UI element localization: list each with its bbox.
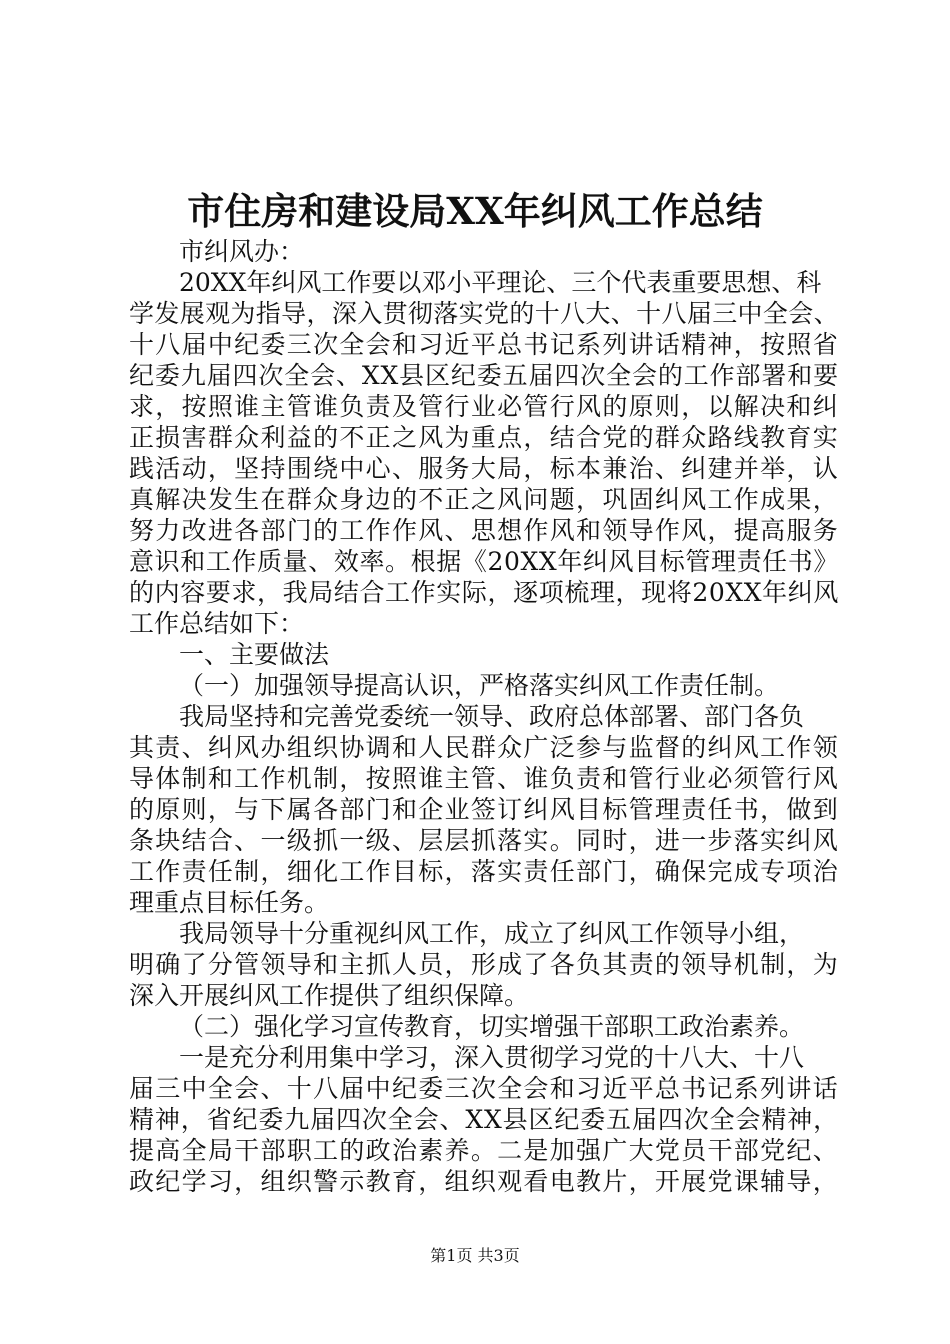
document-body [129, 236, 839, 1197]
body-line: 的内容要求，我局结合工作实际，逐项梳理，现将20XX年纠风 [129, 578, 839, 607]
body-line: 导体制和工作机制，按照谁主管、谁负责和管行业必须管行风 [129, 764, 839, 793]
body-line: 的原则，与下属各部门和企业签订纠风目标管理责任书，做到 [129, 795, 839, 824]
body-line: 学发展观为指导，深入贯彻落实党的十八大、十八届三中全会、 [129, 299, 839, 328]
body-line: 明确了分管领导和主抓人员，形成了各负其责的领导机制，为 [129, 950, 839, 979]
body-line: 努力改进各部门的工作作风、思想作风和领导作风，提高服务 [129, 516, 839, 545]
body-line: 一是充分利用集中学习，深入贯彻学习党的十八大、十八 [179, 1043, 805, 1072]
body-line: 精神，省纪委九届四次全会、XX县区纪委五届四次全会精神， [129, 1105, 839, 1134]
body-line: 真解决发生在群众身边的不正之风问题，巩固纠风工作成果， [129, 485, 839, 514]
body-line: 求，按照谁主管谁负责及管行业必管行风的原则，以解决和纠 [129, 392, 839, 421]
body-line: 践活动，坚持围绕中心、服务大局，标本兼治、纠建并举，认 [129, 454, 839, 483]
body-line: 其责、纠风办组织协调和人民群众广泛参与监督的纠风工作领 [129, 733, 839, 762]
body-line: 我局坚持和完善党委统一领导、政府总体部署、部门各负 [179, 702, 805, 731]
body-line: 届三中全会、十八届中纪委三次全会和习近平总书记系列讲话 [129, 1074, 839, 1103]
body-line: 一、主要做法 [179, 640, 330, 669]
body-line: 市纠风办： [179, 237, 305, 266]
document-title: 市住房和建设局XX年纠风工作总结 [187, 189, 763, 233]
body-line: （二）强化学习宣传教育，切实增强干部职工政治素养。 [179, 1012, 805, 1041]
body-line: 提高全局干部职工的政治素养。二是加强广大党员干部党纪、 [129, 1136, 839, 1165]
body-line: 工作总结如下： [129, 609, 305, 638]
body-line: （一）加强领导提高认识，严格落实纠风工作责任制。 [179, 671, 780, 700]
body-line: 理重点目标任务。 [129, 888, 330, 917]
body-line: 工作责任制，细化工作目标，落实责任部门，确保完成专项治 [129, 857, 839, 886]
body-line: 深入开展纠风工作提供了组织保障。 [129, 981, 530, 1010]
page-footer: 第1页 共3页 [430, 1246, 520, 1265]
body-line: 意识和工作质量、效率。根据《20XX年纠风目标管理责任书》 [129, 547, 839, 576]
body-line: 纪委九届四次全会、XX县区纪委五届四次全会的工作部署和要 [129, 361, 839, 390]
body-line: 我局领导十分重视纠风工作，成立了纠风工作领导小组， [179, 919, 805, 948]
body-line: 十八届中纪委三次全会和习近平总书记系列讲话精神，按照省 [129, 330, 839, 359]
body-line: 20XX年纠风工作要以邓小平理论、三个代表重要思想、科 [179, 268, 822, 297]
body-line: 正损害群众利益的不正之风为重点，结合党的群众路线教育实 [129, 423, 839, 452]
body-line: 条块结合、一级抓一级、层层抓落实。同时，进一步落实纠风 [129, 826, 839, 855]
body-line: 政纪学习，组织警示教育，组织观看电教片，开展党课辅导， [129, 1167, 839, 1196]
